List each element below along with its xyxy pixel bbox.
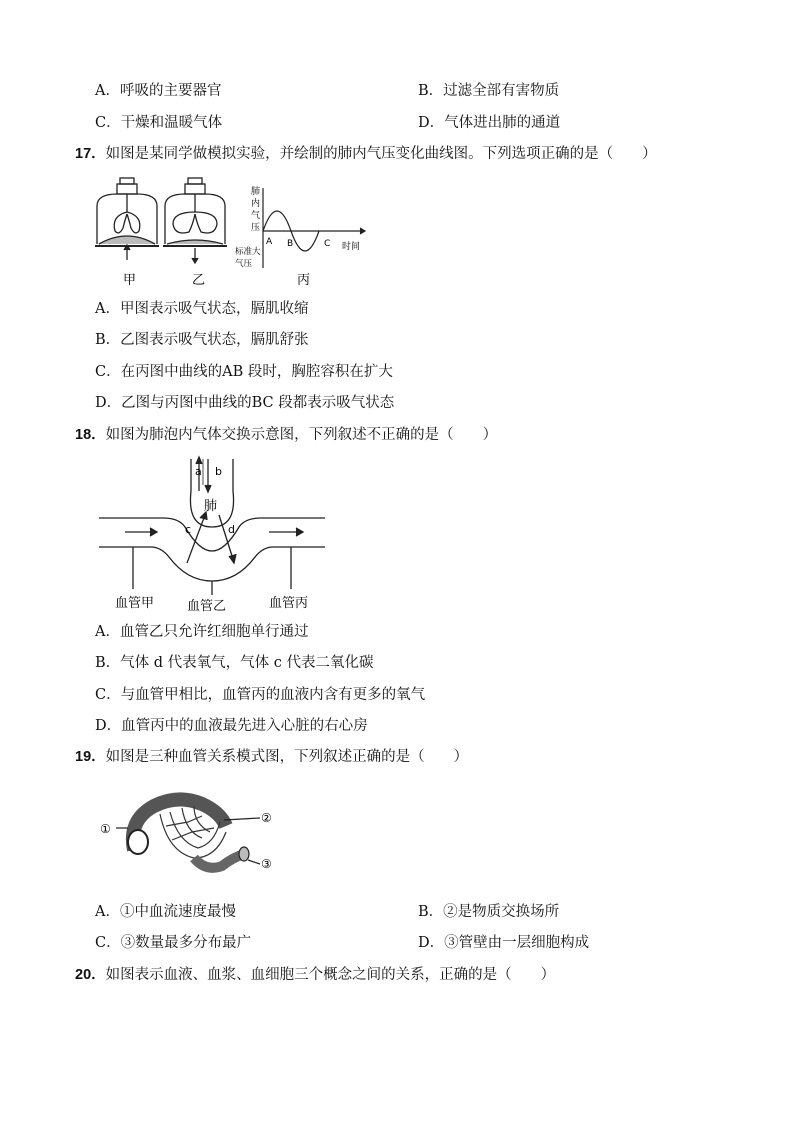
y-label-1: 肺	[251, 187, 261, 197]
vessel-bing-label: 血管丙	[269, 596, 309, 611]
point-a-label: A	[266, 237, 273, 247]
label-3: ③	[261, 857, 272, 871]
point-c-label: C	[324, 239, 331, 249]
q19-option-d: D．③管壁由一层细胞构成	[418, 935, 590, 951]
y-label-2: 内	[251, 199, 261, 209]
q18-stem	[75, 425, 497, 445]
gas-b-label: b	[215, 465, 222, 478]
q18-text: 如图为肺泡内气体交换示意图，下列叙述不正确的是（ ）	[105, 427, 498, 443]
q19-text: 如图是三种血管关系模式图，下列叙述正确的是（ ）	[105, 749, 469, 765]
bell-jar-jia	[95, 178, 159, 260]
point-b-label: B	[287, 239, 294, 249]
pressure-graph	[263, 188, 365, 268]
q20-text: 如图表示血液、血浆、血细胞三个概念之间的关系，正确的是（ ）	[105, 967, 556, 983]
vessel-yi-label: 血管乙	[187, 599, 227, 614]
std-pressure-label-2: 气压	[235, 259, 253, 269]
label-yi: 乙	[192, 273, 206, 288]
q19-figure	[98, 792, 283, 890]
q18-number: 18．	[75, 427, 106, 443]
vessel-jia-label: 血管甲	[115, 596, 155, 611]
x-axis-label: 时间	[342, 242, 361, 252]
q19-stem	[75, 747, 468, 767]
q17-number: 17．	[75, 146, 106, 162]
q16-option-b: B．过滤全部有害物质	[418, 83, 560, 99]
label-jia: 甲	[123, 273, 137, 288]
q17-option-b: B．乙图表示吸气状态，膈肌舒张	[95, 332, 309, 348]
q17-option-c: C．在丙图中曲线的AB 段时，胸腔容积在扩大	[95, 364, 393, 380]
q19-option-c: C．③数量最多分布最广	[95, 935, 252, 951]
q16-option-a: A．呼吸的主要器官	[95, 83, 222, 99]
y-label-3: 气	[251, 211, 261, 221]
q17-figure	[95, 176, 370, 290]
q17-text: 如图是某同学做模拟实验，并绘制的肺内气压变化曲线图。下列选项正确的是（ ）	[105, 146, 657, 162]
y-label-4: 压	[251, 223, 261, 233]
q18-option-b: B．气体 d 代表氧气，气体 c 代表二氧化碳	[95, 655, 374, 671]
alveolus-label: 肺	[204, 499, 218, 514]
q17-option-d: D．乙图与丙图中曲线的BC 段都表示吸气状态	[95, 395, 395, 411]
gas-c-label: c	[185, 523, 192, 536]
bell-jar-yi	[163, 178, 227, 263]
gas-a-label: a	[195, 465, 202, 478]
q17-option-a: A．甲图表示吸气状态，膈肌收缩	[95, 301, 309, 317]
q16-option-c: C．干燥和温暖气体	[95, 115, 223, 131]
q19-number: 19．	[75, 749, 106, 765]
q16-option-d: D．气体进出肺的通道	[418, 115, 561, 131]
q18-option-a: A．血管乙只允许红细胞单行通过	[95, 624, 309, 640]
std-pressure-label-1: 标准大	[235, 247, 261, 257]
alveolus-diagram	[99, 457, 325, 595]
label-bing: 丙	[297, 273, 311, 288]
q18-option-c: C．与血管甲相比，血管丙的血液内含有更多的氧气	[95, 687, 426, 703]
blood-vessel-diagram	[116, 799, 260, 867]
q19-option-a: A．①中血流速度最慢	[95, 904, 236, 920]
label-1: ①	[100, 822, 111, 836]
q20-number: 20．	[75, 967, 106, 983]
q19-option-b: B．②是物质交换场所	[418, 904, 560, 920]
label-2: ②	[261, 811, 272, 825]
q18-option-d: D．血管丙中的血液最先进入心脏的右心房	[95, 718, 368, 734]
q17-stem	[75, 144, 657, 164]
q18-figure	[95, 455, 330, 615]
gas-d-label: d	[228, 523, 235, 536]
q20-stem	[75, 965, 555, 985]
